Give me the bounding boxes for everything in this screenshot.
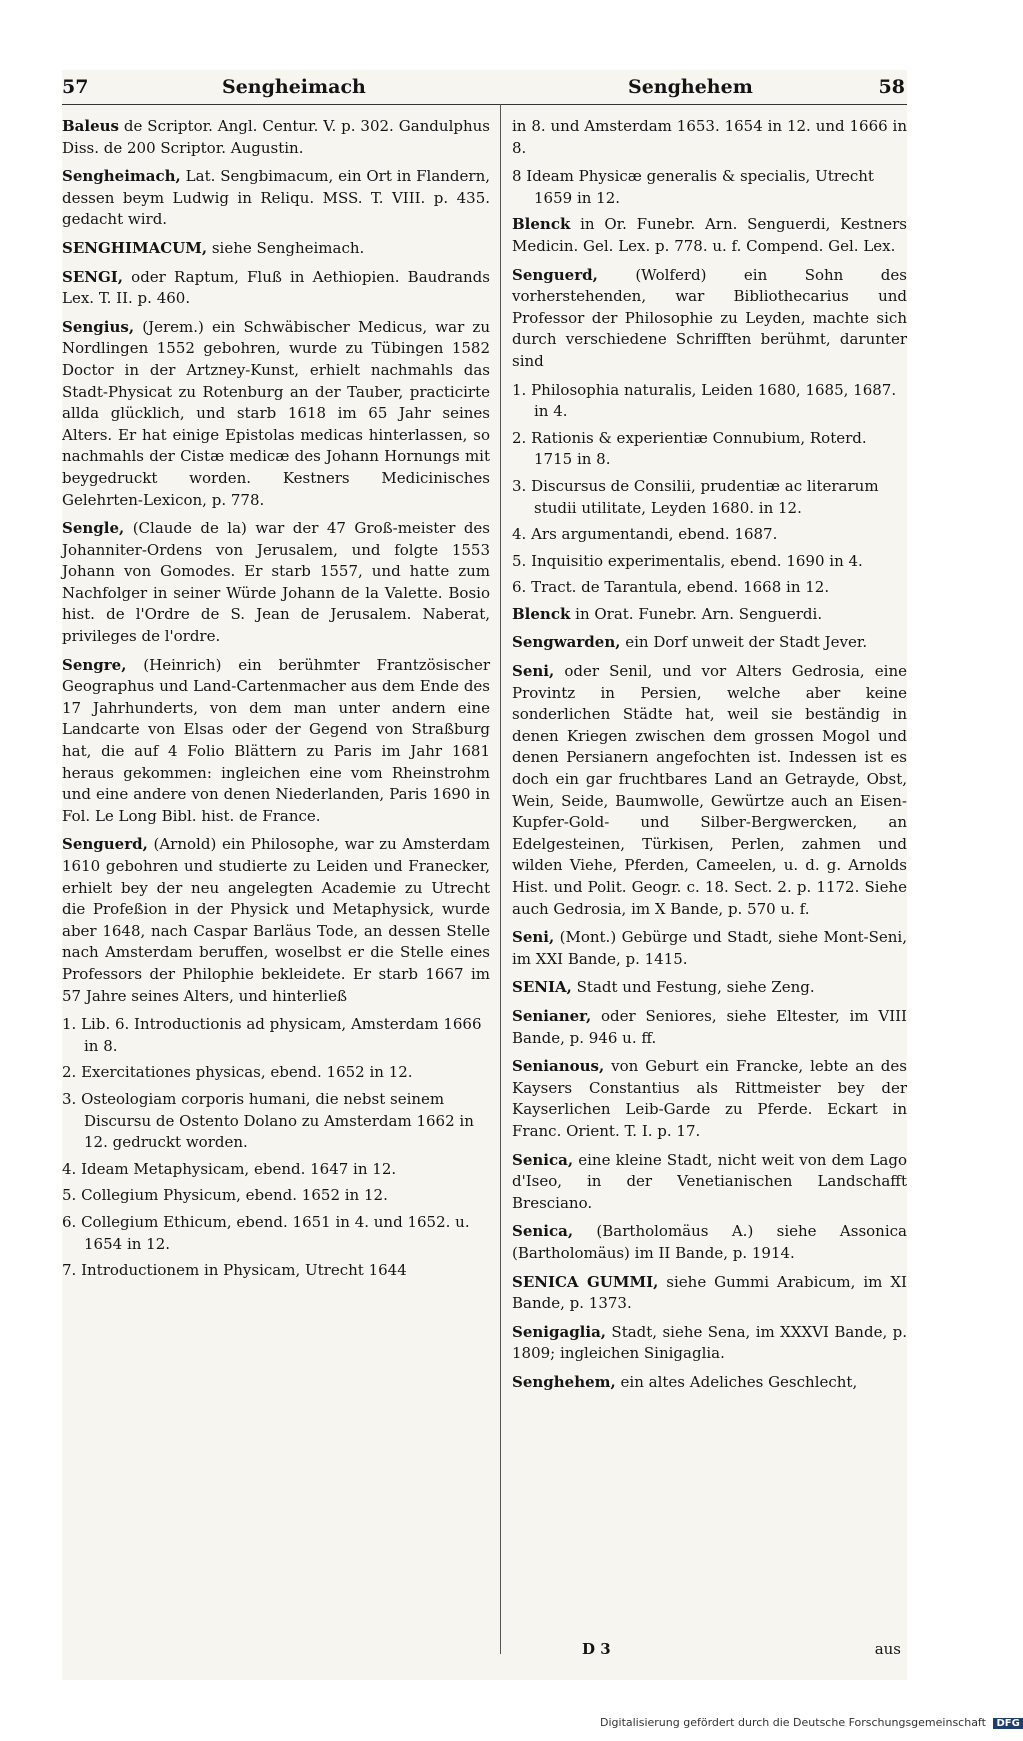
entry-text: de Scriptor. Angl. Centur. V. p. 302. Gandulphus Diss. de 200 Scriptor. Augustin. — [62, 117, 490, 157]
entry-headword: Blenck — [512, 215, 571, 234]
entry-text: von Geburt ein Francke, lebte an des Kaysers Constantius als Rittmeister bey der Kayserlichen Leib-Garde zu Pferde. Eckart in Franc. Orient. T. I. p. 17. — [512, 1057, 907, 1140]
catchword: aus — [874, 1640, 901, 1658]
list-item: 6. Collegium Ethicum, ebend. 1651 in 4. und 1652. u. 1654 in 12. — [62, 1212, 470, 1253]
list-item: 8 Ideam Physicæ generalis & specialis, Utrecht 1659 in 12. — [512, 167, 874, 207]
entry-text: siehe Sengheimach. — [211, 238, 365, 257]
entry — [512, 1150, 907, 1215]
entry — [512, 1221, 907, 1264]
page-number-left: 57 — [62, 76, 89, 98]
entry-text: (Arnold) ein Philosophe, war zu Amsterdam 1610 gebohren und studierte zu Leiden und Franecker, erhielt bey der neu angelegten Academie zu Utrecht die Profeßion in der Physick und Metaphysick, wurde aber 1648, nach Caspar Barläus Tode, an dessen Stelle nach Amsterdam beruffen, woselbst er die Stelle eines Professors der Philophie bekleidete. Er starb 1667 im 57 Jahre seines Alters, und hinterließ — [62, 835, 490, 1005]
entry — [62, 655, 490, 828]
entry — [62, 834, 490, 1007]
list-item: 2. Exercitationes physicas, ebend. 1652 in 12. — [62, 1063, 413, 1082]
entry — [512, 1006, 907, 1049]
entry-text: in Or. Funebr. Arn. Senguerdi, Kestners Medicin. Gel. Lex. p. 778. u. f. Compend. Gel. Lex. — [512, 215, 907, 255]
entry-text: (Heinrich) ein berühmter Frantzösischer Geographus und Land-Cartenmacher aus dem Ende des 17 Jahrhunderts, von dem man unter andern eine Landcarte von Elsas oder der Gegend von Straßburg hat, die auf 4 Folio Blättern zu Paris im Jahr 1681 heraus gekommen: ingleichen eine vom Rheinstrohm und eine andere von denen Niederlanden, Paris 1690 in Fol. Le Long Bibl. hist. de France. — [62, 655, 490, 825]
list-item: 5. Collegium Physicum, ebend. 1652 in 12. — [62, 1186, 388, 1205]
entry — [512, 265, 907, 373]
list-item: 2. Rationis & experientiæ Connubium, Roterd. 1715 in 8. — [512, 428, 867, 469]
entry-text: (Mont.) Gebürge und Stadt, siehe Mont-Seni, im XXI Bande, p. 1415. — [512, 928, 907, 968]
entry — [62, 518, 490, 648]
entry-headword: Senguerd, — [512, 265, 598, 284]
list-item: 1. Philosophia naturalis, Leiden 1680, 1685, 1687. in 4. — [512, 380, 897, 421]
running-title-right: Senghehem — [628, 76, 753, 98]
entry-headword: Sengle, — [62, 519, 125, 538]
entry-headword: Senguerd, — [62, 835, 148, 854]
entry — [512, 1372, 907, 1394]
entry-headword: Sengre, — [62, 655, 127, 674]
list-item: 3. Osteologiam corporis humani, die nebst seinem Discursu de Ostento Dolano zu Amsterdam 1662 in 12. gedruckt worden. — [62, 1089, 474, 1152]
column-divider — [500, 104, 501, 1654]
entry-headword: Sengius, — [62, 317, 135, 336]
list-item: 7. Introductionem in Physicam, Utrecht 1644 — [62, 1261, 407, 1280]
entry-continuation: in 8. und Amsterdam 1653. 1654 in 12. und 1666 in 8. — [512, 117, 907, 157]
entry — [62, 166, 490, 231]
list-item: 4. Ideam Metaphysicam, ebend. 1647 in 12. — [62, 1159, 397, 1178]
list-item: 3. Discursus de Consilii, prudentiæ ac literarum studii utilitate, Leyden 1680. in 12. — [512, 476, 879, 517]
list-item: 4. Ars argumentandi, ebend. 1687. — [512, 525, 778, 544]
entry — [512, 1272, 907, 1315]
entry-headword: SENIA, — [512, 978, 572, 997]
list-item: 5. Inquisitio experimentalis, ebend. 1690 in 4. — [512, 551, 863, 570]
entry-text: siehe Gummi Arabicum, im XI Bande, p. 1373. — [512, 1272, 907, 1313]
entry — [512, 977, 907, 999]
entry-text: oder Seniores, siehe Eltester, im VIII Bande, p. 946 u. ff. — [512, 1006, 907, 1047]
right-column — [512, 116, 907, 1400]
footer-text: Digitalisierung gefördert durch die Deutsche Forschungsgemeinschaft — [600, 1716, 986, 1729]
entry — [512, 1056, 907, 1142]
entry-headword: Sengheimach, — [62, 167, 181, 186]
page-number-right: 58 — [878, 76, 905, 98]
entry-headword: Seni, — [512, 928, 555, 947]
entry — [512, 1322, 907, 1365]
entry — [512, 604, 907, 626]
entry-text: ein altes Adeliches Geschlecht, — [620, 1372, 858, 1391]
entry — [62, 116, 490, 159]
book-page — [62, 70, 907, 1680]
entry — [512, 927, 907, 970]
left-column — [62, 116, 490, 1287]
dfg-logo-icon: DFG — [993, 1718, 1022, 1729]
list-item: 1. Lib. 6. Introductionis ad physicam, Amsterdam 1666 in 8. — [62, 1015, 482, 1055]
entry-headword: Senica, — [512, 1150, 574, 1169]
entry-headword: Senianous, — [512, 1057, 605, 1076]
entry-text: (Bartholomäus A.) siehe Assonica (Bartholomäus) im II Bande, p. 1914. — [512, 1222, 907, 1262]
list-item: 6. Tract. de Tarantula, ebend. 1668 in 12. — [512, 578, 830, 597]
digitization-footer — [600, 1716, 1020, 1729]
entry-headword: Seni, — [512, 662, 555, 681]
entry — [62, 317, 490, 511]
entry — [62, 238, 490, 260]
entry-text: (Claude de la) war der 47 Groß-meister des Johanniter-Ordens von Jerusalem, und folgte 1553 Johann von Gomodes. Er starb 1557, und hatte zum Nachfolger in seiner Würde Johann de la Valette. Bosio hist. de l'Ordre de S. Jean de Jerusalem. Naberat, privileges de l'ordre. — [62, 519, 490, 646]
entry-headword: Senica, — [512, 1222, 574, 1241]
entry-text: in Orat. Funebr. Arn. Senguerdi. — [575, 604, 823, 623]
entry-headword: SENGHIMACUM, — [62, 238, 208, 257]
entry — [512, 632, 907, 654]
entry — [512, 661, 907, 920]
entry — [512, 214, 907, 257]
entry-headword: Senianer, — [512, 1006, 592, 1025]
entry-text: Stadt, siehe Sena, im XXXVI Bande, p. 1809; ingleichen Sinigaglia. — [512, 1322, 907, 1363]
entry-text: oder Senil, und vor Alters Gedrosia, eine Provintz in Persien, welche aber keine sonderlichen Städte hat, weil sie beständig in denen Kriegen zwischen dem grossen Mogol und denen Persianern angefochten ist. Indessen ist es doch ein gar fruchtbares Land an Getrayde, Obst, Wein, Seide, Baumwolle, Gewürtze auch an Eisen-Kupfer-Gold- und Silber-Bergwercken, an Edelgesteinen, Türkisen, Perlen, zahmen und wilden Viehe, Pferden, Cameelen, u. d. g. Arnolds Hist. und Polit. Geogr. c. 18. Sect. 2. p. 1172. Siehe auch Gedrosia, im X Bande, p. 570 u. f. — [512, 662, 907, 918]
page-header — [62, 70, 907, 105]
entry-text: eine kleine Stadt, nicht weit von dem Lago d'Iseo, in der Venetianischen Landschafft Bresciano. — [512, 1150, 907, 1212]
entry-headword: Senghehem, — [512, 1372, 616, 1391]
entry-headword: SENGI, — [62, 267, 124, 286]
entry-headword: Sengwarden, — [512, 633, 621, 652]
signature-mark: D 3 — [582, 1640, 611, 1658]
entry-text: (Wolferd) ein Sohn des vorherstehenden, war Bibliothecarius und Professor der Philosophie zu Leyden, machte sich durch verschiedene Schrifften berühmt, darunter sind — [512, 265, 907, 370]
entry-text: Lat. Sengbimacum, ein Ort in Flandern, dessen beym Ludwig in Reliqu. MSS. T. VIII. p. 435. gedacht wird. — [62, 167, 490, 229]
entry-headword: Baleus — [62, 117, 119, 135]
entry-headword: Blenck — [512, 604, 571, 623]
entry-text: ein Dorf unweit der Stadt Jever. — [625, 633, 868, 652]
entry-headword: SENICA GUMMI, — [512, 1272, 659, 1291]
entry-text: Stadt und Festung, siehe Zeng. — [576, 978, 815, 997]
entry-text: (Jerem.) ein Schwäbischer Medicus, war zu Nordlingen 1552 gebohren, wurde zu Tübingen 1582 Doctor in der Artzney-Kunst, erhielt nachmahls das Stadt-Physicat zu Rotenburg an der Tauber, practicirte allda glücklich, und starb 1618 im 65 Jahr seines Alters. Er hat einige Epistolas medicas hinterlassen, so nachmahls der Cistæ medicæ des Johann Hornungs mit beygedruckt worden. Kestners Medicinisches Gelehrten-Lexicon, p. 778. — [62, 317, 490, 509]
entry-headword: Senigaglia, — [512, 1322, 607, 1341]
entry — [62, 267, 490, 310]
running-title-left: Sengheimach — [222, 76, 366, 98]
entry-text: oder Raptum, Fluß in Aethiopien. Baudrands Lex. T. II. p. 460. — [62, 267, 490, 308]
